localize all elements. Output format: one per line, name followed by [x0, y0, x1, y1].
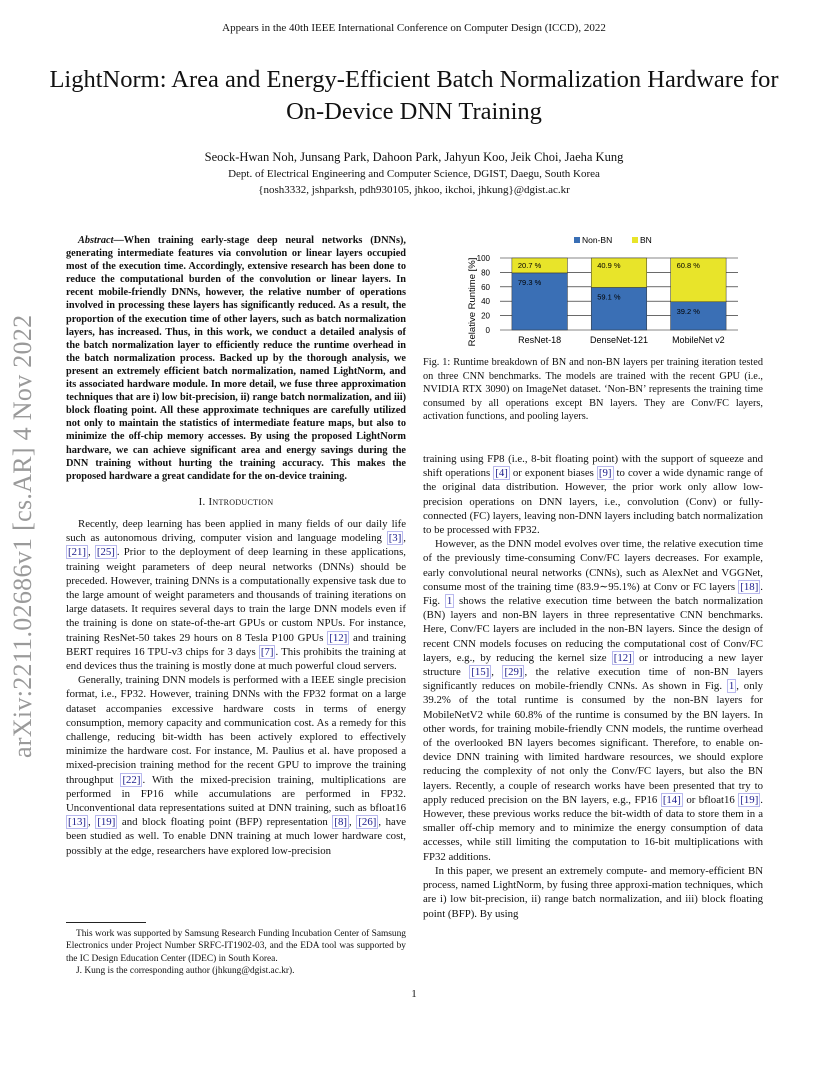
citation-link[interactable]: [29] — [504, 666, 523, 679]
text-run: Generally, training DNN models is performed with a IEEE single precision format, i.e., FP32. However, training DNNs with the FP32 format on a large dataset accompanies excessive hardware costs in terms of energy consumption, memory capacity and communication cost. As a remedy for this challenge, reducing bit-width has been actively explored to effectively minimize the hardware cost. For instance, M. Paulius et al. have proposed a mixed-precision training method for the recent GPU to improve the training throughput — [66, 674, 406, 786]
page-number: 1 — [411, 988, 417, 1000]
right-column — [423, 452, 763, 921]
citation-link[interactable]: [19] — [97, 816, 116, 829]
citation-link[interactable]: [12] — [329, 631, 348, 644]
x-tick-label: DenseNet-121 — [589, 335, 649, 345]
data-label: 39.2 % — [676, 306, 700, 316]
runtime-breakdown-chart — [454, 230, 744, 350]
text-run: , — [88, 546, 95, 559]
text-run: Recently, deep learning has been applied in many fields of our daily life such as autonomous driving, computer vision and language modeling — [66, 517, 406, 545]
citation-link[interactable]: [13] — [68, 816, 86, 829]
footnotes — [66, 928, 406, 978]
author-list: Seock-Hwan Noh, Junsang Park, Dahoon Park, Jahyun Koo, Jeik Choi, Jaeha Kung — [204, 150, 624, 164]
text-run: In this paper, we present an extremely compute- and memory-efficient BN process, named LightNorm, by fusing three approxi-mation techniques, which are i) low bit-precision, ii) range batch normalization, and iii) block floating point (BFP). By using — [423, 864, 763, 920]
figure-1-caption: Fig. 1: Runtime breakdown of BN and non-BN layers per training iteration tested on three CNN benchmarks. The models are trained with the recent GPU (i.e., NVIDIA RTX 3090) on ImageNet dataset. ‘Non-BN’ represents the training time consumed by all operations except BN layers. They are Conv/FC layers, activation functions, and pooling layers. — [423, 357, 763, 423]
text-run: , — [491, 666, 503, 679]
abstract-lead: Abstract — [78, 235, 114, 246]
data-label: 40.9 % — [597, 261, 621, 270]
text-run: shows the relative execution time between the batch normalization (BN) layers and non-BN layers in three representative CNN benchmarks. Here, Conv/FC layers are included in the non-BN layers. Since the design of recent CNN models focuses on reducing the computational cost of Conv/FC layers, e.g., by reducing the kernel size — [423, 595, 763, 664]
text-run: However, as the DNN model evolves over time, the relative execution time of the previously time-consuming Conv/FC layers decreases. For example, early convolutional neural networks (CNNs), such as AlexNet and VGGNet, consume most of the training time (83.9∼95.1%) at Conv or FC layers — [423, 538, 763, 593]
citation-link[interactable]: [22] — [122, 773, 141, 786]
data-label: 59.1 % — [597, 292, 621, 302]
text-run: , — [349, 816, 357, 829]
legend-label: Non-BN — [582, 235, 613, 245]
text-run: and training BERT requires 16 TPU-v3 chips for 3 days — [66, 631, 406, 658]
citation-link[interactable]: 1 — [728, 680, 735, 693]
text-run: . With the mixed-precision training, multiplications are performed in FP16 while accumulations are performed in FP32. Unconventional data representations suited at DNN training, such as bfloat16 — [66, 773, 406, 815]
section-name: Introduction — [208, 495, 274, 508]
legend-label: BN — [640, 235, 652, 245]
paragraph — [66, 517, 406, 673]
citation-link[interactable]: [21] — [68, 546, 86, 559]
text-run: or exponent biases — [509, 467, 597, 480]
data-label: 20.7 % — [517, 261, 542, 270]
citation-link[interactable]: [26] — [358, 816, 377, 829]
text-run: , the relative execution time of non-BN layers significantly reduces on mobile-friendly CNNs. As shown in Fig. — [423, 666, 763, 693]
y-tick-label: 100 — [476, 254, 490, 263]
y-axis-label: Relative Runtime [%] — [467, 257, 478, 347]
text-run: , — [88, 816, 96, 829]
author-emails: {nosh3332, jshparksh, pdh930105, jhkoo, ikchoi, jhkung}@dgist.ac.kr — [258, 184, 570, 196]
citation-link[interactable]: [15] — [471, 666, 490, 679]
left-column — [66, 234, 406, 858]
footnote-funding: This work was supported by Samsung Research Funding Incubation Center of Samsung Electronics under Project Number SRFC-IT1902-03, and the EDA tool was supported by the IC Design Education Center (IDEC) in South Korea. — [66, 929, 406, 964]
paragraph — [423, 452, 763, 537]
paragraph — [423, 864, 763, 921]
text-run: , have been studied as well. To enable DNN training at much lower hardware cost, possibly at the edge, researchers have explored low-precision — [66, 816, 407, 857]
text-run: , — [403, 532, 406, 545]
citation-link[interactable]: [7] — [260, 645, 274, 658]
y-tick-label: 60 — [481, 282, 490, 292]
text-run: or bfloat16 — [682, 793, 739, 806]
arxiv-stamp[interactable]: arXiv:2211.02686v1 [cs.AR] 4 Nov 2022 — [8, 314, 37, 758]
text-run: . However, these previous works reduce the bit-width of data to store them in a smaller off-chip memory and to minimize the energy consumption of data accesses, while still limiting the computation to 16-bit multiplications with FP32 additions. — [423, 793, 763, 863]
citation-link[interactable]: [3] — [388, 532, 402, 545]
text-run: training using FP8 (i.e., 8-bit floating point) with the support of squeeze and shift operations — [423, 453, 763, 480]
conference-note: Appears in the 40th IEEE International Conference on Computer Design (ICCD), 2022 — [222, 22, 606, 34]
data-label: 60.8 % — [676, 261, 700, 270]
introduction-body-left — [66, 517, 406, 858]
section-number: I. — [198, 495, 209, 508]
x-tick-label: ResNet-18 — [518, 335, 562, 345]
text-run: , only 39.2% of the total runtime is consumed by the non-BN layers for MobileNetV2 while 60.8% of the runtime is consumed by the BN layers. In other words, for training mobile-friendly CNN models, the runtime overhead of the overlooked BN layers becomes significant. Therefore, to enable on-device DNN training with limited hardware resources, we should explore reducing the complexity of not only the Conv/FC layers, but also the BN layers. Recently, a couple of research works have been presented that try to apply reduced precision on the BN layers, e.g., FP16 — [423, 680, 763, 806]
citation-link[interactable]: 1 — [446, 595, 453, 608]
y-tick-label: 0 — [485, 326, 490, 335]
text-run: . Fig. — [423, 580, 763, 608]
text-run: . This prohibits the training at end devices thus the training is mostly done at much powerful cloud servers. — [66, 645, 406, 673]
introduction-body-right — [423, 452, 763, 921]
citation-link[interactable]: [8] — [334, 816, 348, 829]
text-run: . Prior to the deployment of deep learning in these applications, training weight parameters of deep neural networks (DNNs) should be preceded. However, training DNNs is a computationally expensive task due to the large amount of weight parameters and thousands of training iterations on large datasets. It requires several days to train the large DNN models even if the training is done on state-of-the-art GPUs or custom NPUs. For instance, training ResNet-50 takes 29 hours on 8 Tesla P100 GPUs — [66, 546, 406, 644]
legend-swatch — [574, 237, 580, 243]
citation-link[interactable]: [25] — [96, 546, 115, 559]
footnote-corresponding: J. Kung is the corresponding author (jhkung@dgist.ac.kr). — [76, 966, 295, 977]
x-tick-label: MobileNet v2 — [672, 335, 725, 345]
text-run: or introducing a new layer structure — [423, 651, 763, 679]
citation-link[interactable]: [18] — [740, 580, 759, 593]
text-run: and block floating point (BFP) representation — [117, 816, 333, 829]
data-label: 79.3 % — [517, 277, 542, 287]
abstract — [66, 234, 406, 483]
y-tick-label: 20 — [481, 311, 490, 321]
citation-link[interactable]: [19] — [740, 793, 759, 806]
citation-link[interactable]: [4] — [495, 467, 508, 480]
affiliation: Dept. of Electrical Engineering and Computer Science, DGIST, Daegu, South Korea — [228, 168, 600, 180]
y-tick-label: 40 — [481, 297, 490, 307]
citation-link[interactable]: [9] — [598, 467, 612, 480]
citation-link[interactable]: [12] — [613, 651, 632, 664]
abstract-text: —When training early-stage deep neural networks (DNNs), generating intermediate features via convolution or linear layers occupied most of the execution time. Accordingly, extensive research has been done to reduce the computational burden of the convolution or linear layers. In recent mobile-friendly DNNs, however, the relative number of operations involved in processing these layers has significantly reduced. As a result, the proportion of the execution time of other layers, such as batch normalization layers, has increased. Thus, in this work, we conduct a detailed analysis of the batch normalization layer to efficiently reduce the runtime overhead in the batch normalization process. Backed up by the thorough analysis, we present an extremely efficient batch normalization, named LightNorm, and its associated hardware module. In more detail, we fuse three approximation techniques that are i) low bit-precision, ii) range batch normalization, and iii) block floating point. All these approximate techniques are carefully utilized not only to maintain the statistics of intermediate feature maps, but also to minimize the off-chip memory accesses. By using the proposed LightNorm hardware, we can achieve significant area and energy savings during the DNN training without hurting the training accuracy. This makes the proposed hardware a great candidate for the on-device training. — [66, 235, 406, 482]
citation-link[interactable]: [14] — [662, 793, 681, 806]
paragraph — [423, 537, 763, 864]
footnote-rule — [66, 922, 146, 923]
figure-1-chart — [454, 230, 744, 350]
legend-swatch — [632, 237, 638, 243]
y-tick-label: 80 — [481, 268, 490, 278]
paper-title: LightNorm: Area and Energy-Efficient Batch Normalization Hardware for On-Device DNN Training — [49, 66, 779, 125]
text-run: to cover a wide dynamic range of the original data distribution. However, the prior work only allow low-precision operations on DNN layers, i.e., convolution (Conv) or fully-connected (FC) layers, leaving non-DNN layers including batch normalization to be processed with FP32. — [423, 467, 763, 537]
paragraph — [66, 673, 406, 858]
section-heading-introduction — [66, 495, 406, 509]
